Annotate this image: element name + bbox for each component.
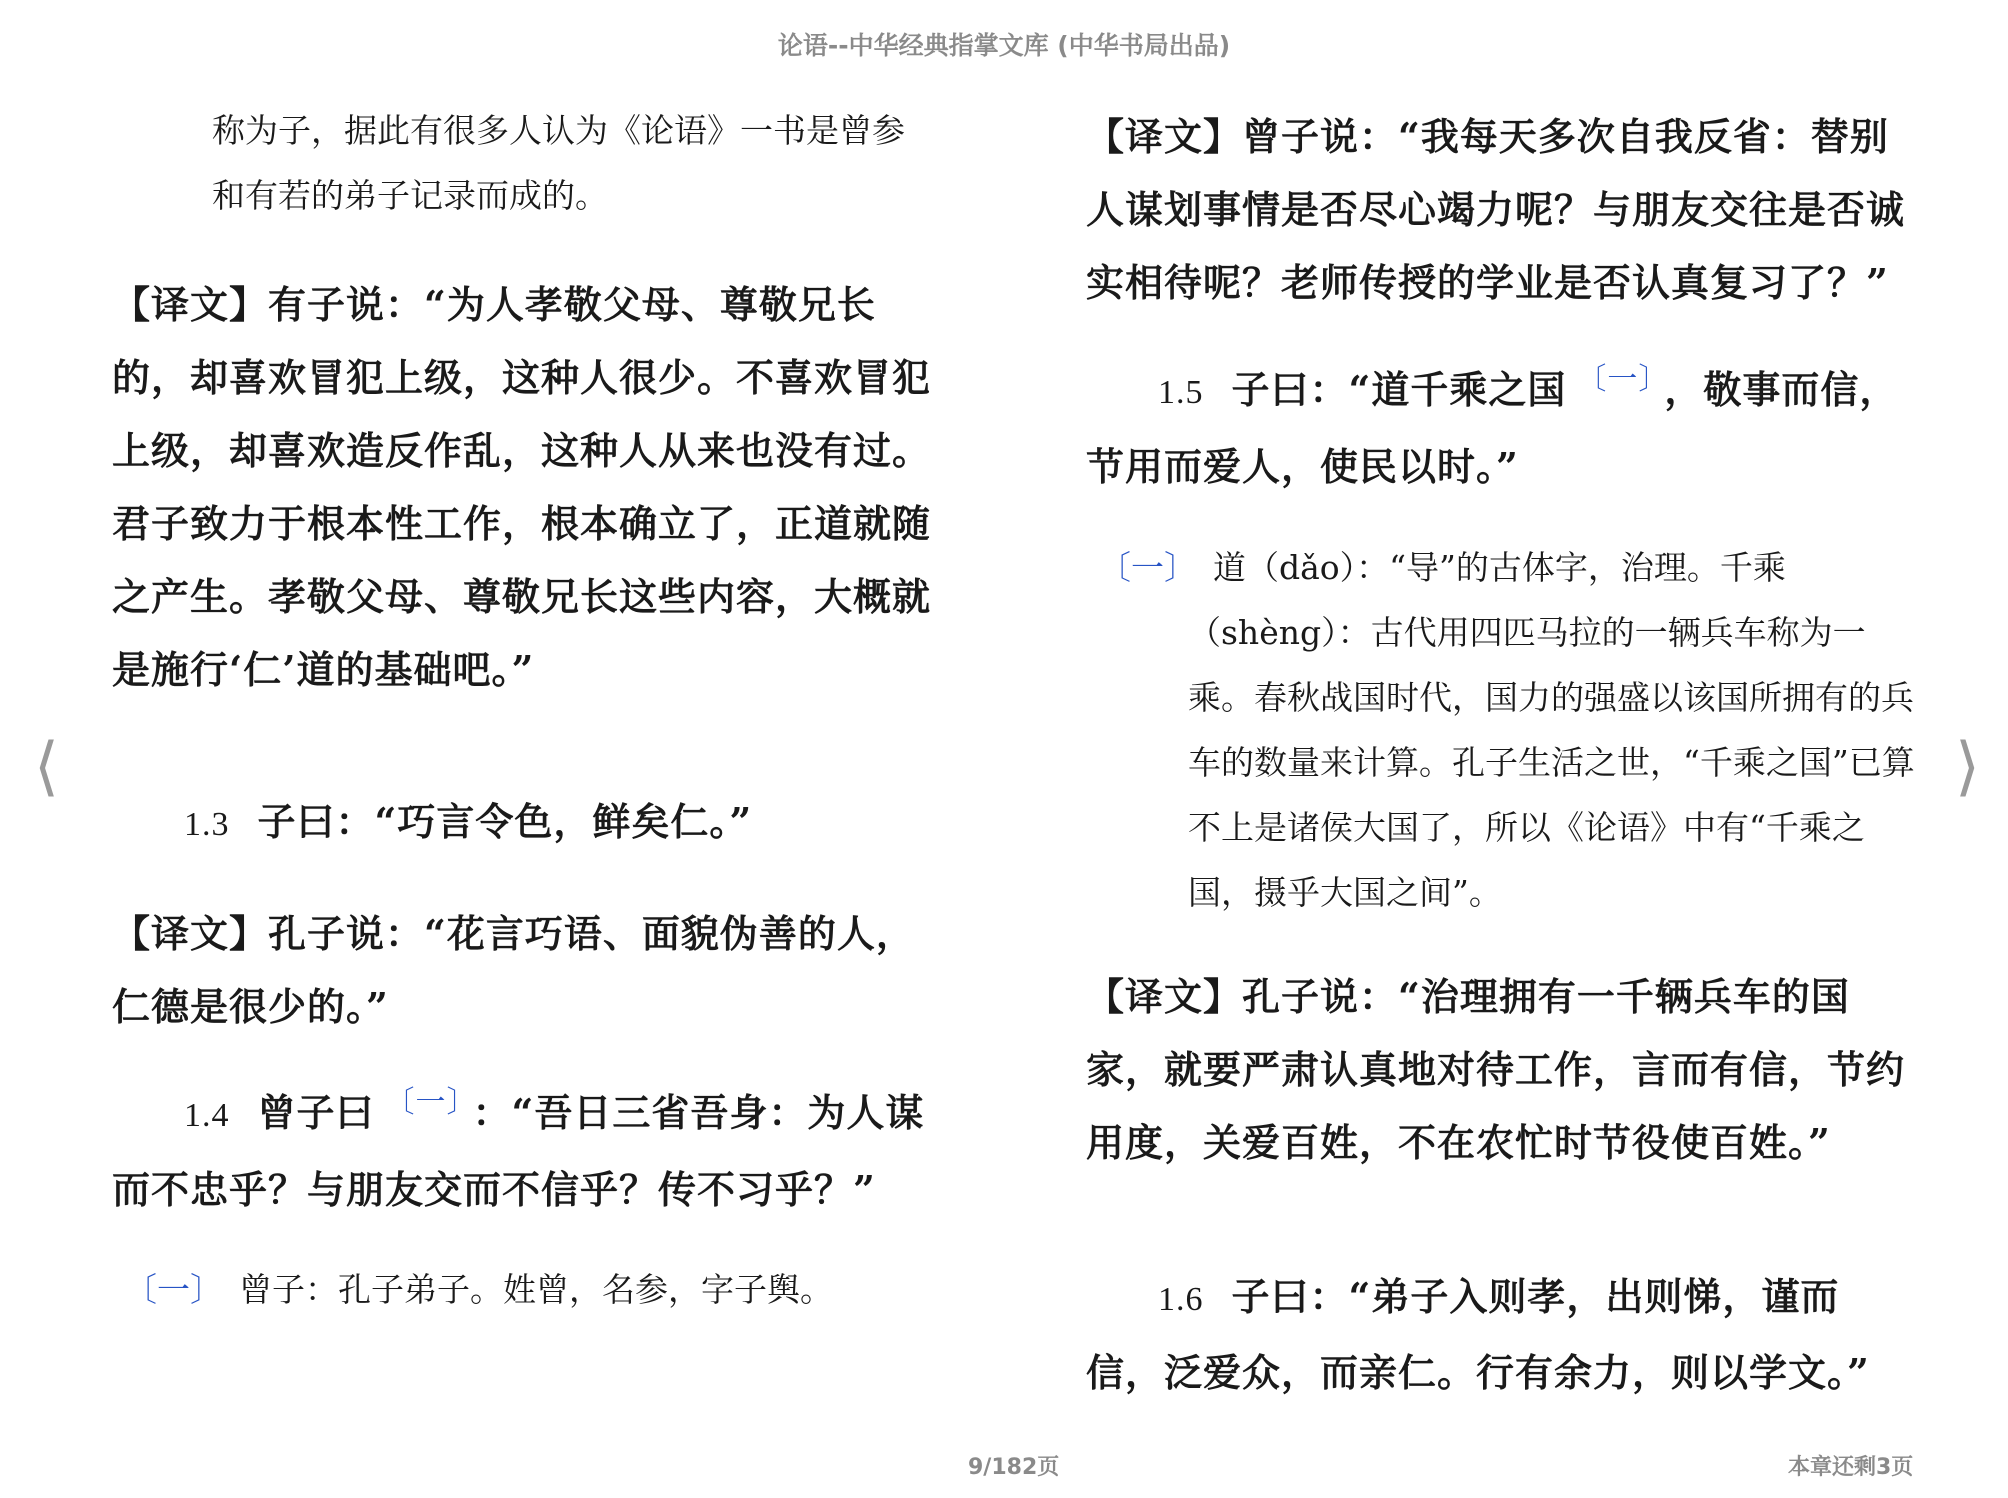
chapter-remaining: 本章还剩3页 (1788, 1455, 1914, 1480)
next-page-button[interactable]: ⟩ (1955, 730, 1980, 804)
footnote: 〔一〕 道（dǎo）：“导”的古体字，治理。千乘 (1098, 548, 1786, 587)
verse-number: 1.3 (184, 806, 230, 843)
verse-number: 1.5 (1158, 374, 1204, 411)
translation-paragraph: 【译文】孔子说：“治理拥有一千辆兵车的国家，就要严肃认真地对待工作，言而有信，节约用度，关爱百姓，不在农忙时节役使百姓。” (1086, 974, 1906, 1165)
footnote-continuation: （shèng）：古代用四匹马拉的一辆兵车称为一乘。春秋战国时代，国力的强盛以该国所拥有的兵车的数量来计算。孔子生活之世，“千乘之国”已算不上是诸侯大国了，所以《论语》中有“千乘之国，摄乎大国之间”。 (1188, 613, 1915, 912)
verse-1-4: 1.4 曾子曰 $^{〔一〕}$ ：“吾日三省吾身：为人谋而不忠乎？与朋友交而不信乎？传不习乎？” (112, 1085, 925, 1212)
footnote-link[interactable]: 〔一〕 (384, 1085, 463, 1120)
footnote-continuation: 称为子，据此有很多人认为《论语》一书是曾参 和有若的弟子记录而成的。 (212, 111, 905, 215)
verse-number: 1.4 (184, 1097, 230, 1134)
footnote-marker[interactable]: 〔一〕 (124, 1270, 223, 1309)
translation-paragraph: 【译文】孔子说：“花言巧语、面貌伪善的人，仁德是很少的。” (112, 911, 915, 1029)
verse-number: 1.6 (1158, 1281, 1204, 1318)
page-number: 9/182页 (968, 1455, 1060, 1480)
verse-1-3: 1.3 子曰：“巧言令色，鲜矣仁。” (184, 799, 753, 844)
verse-1-5: 1.5 子曰：“道千乘之国 $^{〔一〕}$ ，敬事而信，节用而爱人，使民以时。” (1086, 362, 1899, 489)
footnote: 〔一〕 曾子：孔子弟子。姓曾，名参，字子舆。 (124, 1270, 833, 1309)
footnote-marker[interactable]: 〔一〕 (1098, 548, 1197, 587)
book-title: 论语--中华经典指掌文库 (中华书局出品) (777, 31, 1231, 60)
prev-page-button[interactable]: ⟨ (34, 730, 59, 804)
footnote-link[interactable]: 〔一〕 (1576, 362, 1655, 397)
verse-1-6: 1.6 子曰：“弟子入则孝，出则悌，谨而信，泛爱众，而亲仁。行有余力，则以学文。” (1086, 1274, 1870, 1395)
translation-paragraph: 【译文】曾子说：“我每天多次自我反省：替别人谋划事情是否尽心竭力呢？与朋友交往是否诚实相待呢？老师传授的学业是否认真复习了？” (1086, 114, 1906, 305)
translation-paragraph: 【译文】有子说：“为人孝敬父母、尊敬兄长的，却喜欢冒犯上级，这种人很少。不喜欢冒犯上级，却喜欢造反作乱，这种人从来也没有过。君子致力于根本性工作，根本确立了，正道就随之产生。孝敬父母、尊敬兄长这些内容，大概就是施行‘仁’道的基础吧。” (112, 282, 932, 692)
